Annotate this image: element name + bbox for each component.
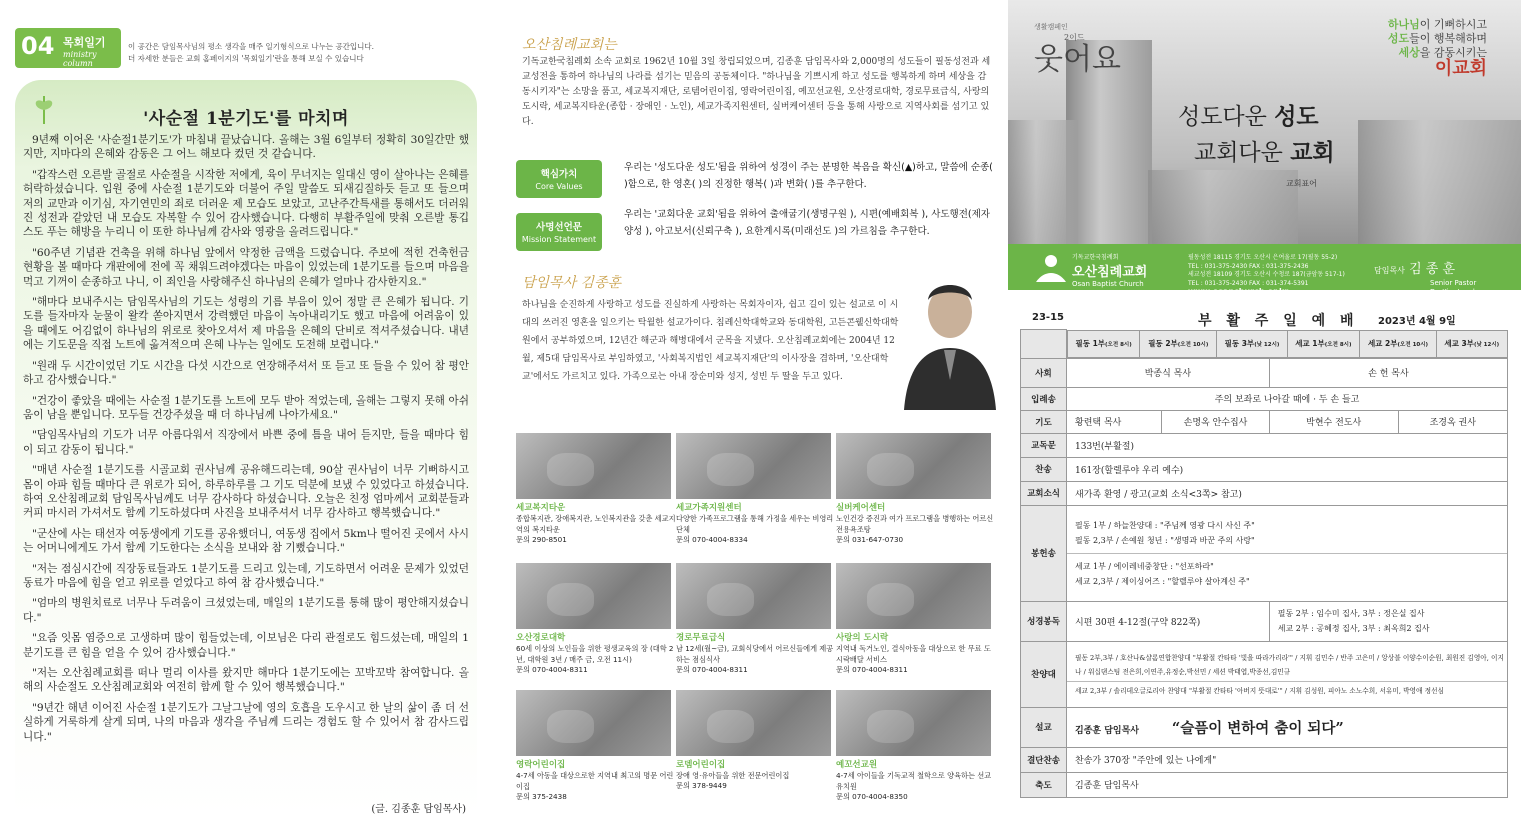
offertory-line: 세교 2,3부 / 제이싱어즈 : "할렐루야 살아계신 주"	[1075, 576, 1250, 586]
core-values-text: 우리는 '성도다운 성도'됨을 위하여 성경이 주는 분명한 복음을 확신(▲)하고, 말씀에 순종( )함으로, 한 영혼( )의 진정한 행복( )과 변화( )를 추구한다.	[624, 162, 993, 190]
table-row	[1021, 747, 1508, 772]
service-time-header	[1359, 330, 1436, 357]
facility-desc: 종합복지관, 장애복지관, 노인복지관을 갖춘 세교지역의 복지타운	[516, 514, 676, 534]
facility-desc: 지역내 독거노인, 결식아동을 대상으로 한 무료 도시락배달 서비스	[836, 644, 991, 664]
table-cell	[1269, 601, 1507, 641]
pastor-label: 담임목사	[1374, 266, 1405, 275]
church-website-link[interactable]: www.osanchurch.or.kr	[1188, 287, 1289, 296]
address-line: TEL : 031-375-2430 FAX : 031-375-2436	[1188, 262, 1309, 270]
service-time: (낮 12시)	[1473, 342, 1500, 348]
slogan-emph: 성도	[1274, 104, 1319, 130]
facility-photo	[836, 433, 991, 499]
facility-photo	[676, 690, 831, 756]
facility-desc: 다양한 가족프로그램을 통해 가정을 세우는 비영리단체	[676, 514, 834, 534]
facility-photo	[836, 690, 991, 756]
column-paragraph: "해마다 보내주시는 담임목사님의 기도는 성령의 기름 부음이 있어 정말 큰 은혜가 됩니다. 기도를 들자마자 눈물이 왈칵 쏟아지면서 강력했던 마음이 녹아내리기도 했고 마음에 어려움이 있을 때에도 어김없이 하나님의 위로로 찾아오셔서 제 마음을 은혜의 단비로 적셔주셨습니다. 내년에는 기도문을 직접 노트에 옮겨적으며 은혜 나누는 일에도 도전해 보렵니다."	[23, 296, 469, 352]
church-logo-icon	[1034, 252, 1068, 284]
table-row	[1021, 387, 1508, 410]
service-name: 필동 3부	[1224, 339, 1255, 348]
column-note	[128, 41, 374, 65]
facility-desc: 장애 영·유아들을 위한 전문어린이집	[676, 771, 790, 780]
facility-name: 로뎀어린이집	[676, 760, 726, 770]
table-cell: 손 헌 목사	[1269, 358, 1507, 387]
service-time: (오전 10시)	[1177, 342, 1209, 348]
intro-text: 기독교한국침례회 소속 교회로 1962년 10월 3일 창립되었으며, 김종훈 담임목사와 2,000명의 성도들이 필동성전과 세교성전을 통하여 하나님의 나라를 섬기는 믿음의 공동체이다. "하나님을 기쁘시게 하고 성도를 행복하게 하며 세상을 감동시키자"는 소망을 품고, 세교복지재단, 로템어린이집, 영락어린이집, 예꼬선교원, 오산경로대학, 경로무료급식, 사랑의도시락, 세교복지타운(종합 · 장애인 · 노인), 세교가족지원센터, 실버케어센터 등을 통해 사랑으로 지역사회를 섬기고 있다.	[522, 57, 991, 127]
column-title-heading: '사순절 1분기도'를 마치며	[143, 109, 349, 129]
address-line: 세교성전 18109 경기도 오산시 수청로 187(금암동 517-1)	[1188, 271, 1345, 278]
core-values-sub: Core Values	[535, 182, 583, 191]
service-title: 부 활 주 일 예 배	[1198, 313, 1359, 329]
service-time: (오전 8시)	[1324, 342, 1352, 348]
campaign-script: 2이드	[1064, 33, 1085, 42]
service-times	[1067, 330, 1508, 359]
column-title: 목회일기	[63, 36, 106, 49]
facility-tel: 문의 375-2438	[516, 792, 567, 801]
service-name: 필동 1부	[1075, 339, 1106, 348]
campaign-label: 생활캠페인	[1034, 23, 1068, 31]
column-paragraph: "원래 두 시간이었던 기도 시간을 다섯 시간으로 연장해주셔서 또 듣고 또 들을 수 있어 참 평안하고 감사했습니다."	[23, 359, 469, 387]
service-time: (오전 10시)	[1397, 342, 1429, 348]
table-row	[1021, 772, 1508, 797]
building-image	[1008, 120, 1078, 250]
row-label: 사회	[1021, 358, 1067, 387]
facility-desc: 60세 이상의 노인들을 위한 평생교육의 장 (대학 2년, 대학원 3년 / 매주 금, 오전 11시)	[516, 644, 674, 664]
column-paragraph: "요즘 잇몸 염증으로 고생하며 많이 힘들었는데, 이보님은 다리 관절로도 힘드셨는데, 매일의 1분기도를 큰 힘을 얻을 수 있어 감사했습니다."	[23, 632, 469, 659]
table-row	[1021, 601, 1508, 641]
mission-text: 우리는 '교회다운 교회'됨을 위하여 출애굽기(생명구원 ), 시편(예배회복 ), 사도행전(제자양성 ), 아고보서(신뢰구축 ), 요한계시록(미래선도 )의 가르침을 추구한다.	[624, 209, 990, 237]
address-line: 필동성전 18115 경기도 오산시 은여울로 17(필동 55-2)	[1188, 254, 1338, 261]
slogan-emph: 교회	[1290, 140, 1335, 166]
table-cell: 박종식 목사	[1067, 358, 1270, 387]
column-body	[23, 133, 469, 750]
pastor-photo	[900, 270, 998, 410]
column-paragraph: "담임목사님의 기도가 너무 아름다워서 직장에서 바쁜 중에 틈을 내어 듣지만, 들을 때마다 힘이 되고 감동이 됩니다."	[23, 429, 469, 456]
column-paragraph: "저는 오산침례교회를 떠나 멀리 이사를 왔지만 해마다 1분기도에는 꼬박꼬박 참여합니다. 올해의 사순절도 오산침례교회와 여전히 함께 할 수 있어 행복했습니다."	[23, 667, 469, 694]
column-paragraph: 9년째 이어온 '사순절1분기도'가 마침내 끝났습니다. 올해는 3월 6일부터 정확히 30일간만 했지만, 지마다의 은혜와 감동은 그 어느 해보다 컸던 것 같습니다.	[23, 134, 469, 161]
issue-number: 23-15	[1032, 312, 1064, 323]
building-image	[1358, 120, 1521, 250]
facility-item	[836, 758, 996, 802]
facility-item	[516, 631, 676, 675]
table-row	[1021, 707, 1508, 747]
service-name: 세교 3부	[1444, 339, 1474, 348]
reader-line: 필동 2부 : 임수미 집사, 3부 : 정은실 집사	[1277, 609, 1425, 618]
column-note-line: 이 공간은 담임목사님의 평소 생각을 매주 일기형식으로 나누는 공간입니다.	[128, 42, 375, 51]
service-times-table	[1067, 330, 1508, 358]
motto-logo: 이교회	[1434, 58, 1487, 79]
choir-line: 필동 2부,3부 / 호산나&샬롬연합찬양대 "부활절 칸타타 '빛을 따라가리라'" / 지휘 김민수 / 반주 고은미 / 앙상블 이양수이순원, 최원진 김영아, 이지나 / 워십댄스팀 전은희,이연주,유정순,박선민 / 세션 박태엽,박종선,김민규	[1075, 653, 1504, 676]
intro-heading: 오산침례교회는	[522, 37, 617, 53]
facility-name: 영락어린이집	[516, 760, 566, 770]
table-row	[1021, 641, 1508, 707]
facility-tel: 문의 070-4004-8334	[676, 535, 748, 544]
facility-name: 세교복지타운	[516, 503, 566, 513]
address-line: TEL : 031-375-2430 FAX : 031-374-5391	[1188, 279, 1309, 287]
table-cell	[1067, 505, 1508, 601]
column-badge	[15, 28, 121, 68]
motto-text: 을 감동시키는	[1419, 46, 1487, 59]
service-time-header	[1217, 330, 1287, 357]
facility-photo	[516, 690, 671, 756]
row-label: 입례송	[1021, 387, 1067, 410]
table-cell: 새가족 환영 / 광고(교회 소식<3쪽> 참고)	[1067, 481, 1508, 505]
table-row	[1021, 481, 1508, 505]
column-paragraph: "저는 점심시간에 직장동료들과도 1분기도를 드리고 있는데, 기도하면서 어려운 문제가 있었던 동료가 마음에 힘을 얻고 위로를 얻었다고 하여 참 감사했습니다."	[23, 562, 469, 589]
column-paragraph: "9년간 해년 이어진 사순절 1분기도가 그날그날에 영의 호흡을 도우시고 한 날의 삶이 좀 더 선실하게 거룩하게 살게 되며, 나의 마음과 생각을 주님께 드리는 경험도 할 수 있어서 참 감사드립니다."	[23, 701, 469, 743]
facility-tel: 문의 031-647-0730	[836, 535, 904, 544]
church-intro-page	[508, 0, 998, 829]
table-cell: 조경옥 권사	[1398, 410, 1507, 433]
core-values-badge	[516, 160, 602, 198]
facility-name: 예꼬선교원	[836, 760, 878, 770]
row-label: 결단찬송	[1021, 747, 1067, 772]
facility-tel: 문의 070-4004-8311	[836, 665, 908, 674]
table-row	[1021, 358, 1508, 387]
facility-photo	[516, 563, 671, 629]
church-name-english: Osan Baptist Church	[1072, 280, 1144, 288]
row-label: 축도	[1021, 772, 1067, 797]
table-cell: 찬송가 370장 "주안에 있는 나에게"	[1067, 747, 1508, 772]
table-cell: 주의 보좌로 나아갈 때에 · 두 손 들고	[1067, 387, 1508, 410]
pastor-heading: 담임목사 김종훈	[522, 275, 622, 291]
bulletin-cover	[1008, 0, 1521, 829]
facility-name: 실버케어센터	[836, 503, 886, 513]
mission-label: 사명선언문	[536, 222, 582, 233]
service-time-header	[1140, 330, 1217, 357]
service-time-header	[1068, 330, 1140, 357]
pastor-name: 김 종 훈	[1409, 262, 1456, 277]
facility-tel: 문의 070-4004-8311	[516, 665, 588, 674]
table-row	[1021, 433, 1508, 457]
facility-photo	[516, 433, 671, 499]
service-name: 필동 2부	[1148, 339, 1178, 348]
table-row	[1021, 330, 1508, 359]
table-cell: 김종훈 담임목사	[1067, 772, 1508, 797]
facility-photo	[836, 563, 991, 629]
row-label: 성경봉독	[1021, 601, 1067, 641]
table-row	[1021, 410, 1508, 433]
facility-item	[516, 758, 676, 802]
choir-line: 세교 2,3부 / 솔리데오글로리아 찬양대 "부활절 칸타타 '아버지 뜻대로'" / 지휘 김성원, 피아노 소노수희, 서유미, 박영애 정선심	[1075, 686, 1444, 695]
table-corner	[1021, 330, 1067, 359]
mission-badge	[516, 213, 602, 251]
table-cell: 손명옥 안수집사	[1162, 410, 1270, 433]
ministry-column-page	[0, 0, 492, 829]
facility-desc: 4-7세 아동을 대상으로한 지역내 최고의 명문 어린이집	[516, 771, 674, 791]
column-paragraph: "군산에 사는 태선자 여동생에게 기도를 공유했더니, 여동생 집에서 5km나 떨어진 곳에서 사시는 어머니에게도 가서 함께 기도한다는 소식을 보내와 참 기뻤습니다."	[23, 527, 469, 555]
pastor-name-english: Dr. Kim,Jonghoon	[1430, 288, 1491, 296]
row-label: 찬양대	[1021, 641, 1067, 707]
core-values-label: 핵심가치	[540, 169, 578, 180]
column-paragraph: "60주년 기념관 건축을 위해 하나님 앞에서 약정한 금액을 드렸습니다. 주보에 적힌 건축헌금 현황을 볼 때마다 개판에에 전에 꼭 채워드려야겠다는 마음이 있었는데 1분기도를 들으며 마음을 먹고 기꺼이 순종하고 나니, 이 죄인을 사랑해주신 하나님의 은혜가 얼마나 감사한지요."	[23, 246, 469, 288]
facility-tel: 문의 290-8501	[516, 535, 567, 544]
facility-name: 경로무료급식	[676, 633, 726, 643]
building-image	[1148, 170, 1298, 250]
motto-text: 들이 행복해하며	[1409, 32, 1487, 45]
facility-tel: 문의 378-9449	[676, 781, 727, 790]
column-signature: (글. 김종훈 담임목사)	[371, 804, 466, 815]
facility-photo	[676, 433, 831, 499]
facility-item	[676, 758, 836, 791]
table-row	[1021, 457, 1508, 481]
service-time: (낮 12시)	[1254, 342, 1280, 348]
slogan-line-1	[1178, 98, 1319, 131]
slogan-word: 교회다운	[1194, 140, 1283, 166]
service-name: 세교 1부	[1295, 339, 1325, 348]
table-cell: 황련택 목사	[1067, 410, 1162, 433]
sermon-title: “슬픔이 변하여 춤이 되다”	[1171, 719, 1344, 737]
pastor-bio: 하나님을 순진하게 사랑하고 성도를 진실하게 사랑하는 목회자이자, 쉽고 길이 있는 설교로 이 시대의 쓰러진 영혼을 일으키는 탁월한 설교가이다. 침례신학대학교와 동대학원, 고든콘웰신학대학원에서 공부하였으며, 12년간 해군과 해병대에서 군목을 지냈다. 오산침례교회에는 2004년 12월, 제5대 담임목사로 부임하였고, '사회복지법인 세교복지재단'의 이사장을 겸하며, '오산대학교'에서도 가르치고 있다. 가족으로는 아내 장순미와 성지, 성빈 두 딸을 두고 있다.	[522, 300, 899, 382]
table-cell: 161장(할렐루야 우리 예수)	[1067, 457, 1508, 481]
row-label: 설교	[1021, 707, 1067, 747]
facility-item	[836, 631, 996, 675]
table-cell	[1067, 641, 1508, 707]
column-number: 04	[21, 32, 55, 60]
table-row	[1021, 505, 1508, 601]
slogan-caption: 교회표어	[1286, 179, 1317, 188]
church-address	[1188, 254, 1345, 297]
motto-text: 이 기뻐하시고	[1419, 18, 1487, 31]
church-denomination: 기독교한국침례회	[1072, 254, 1119, 261]
facility-desc: 4-7세 아이들을 기독교적 철학으로 양육하는 선교유치원	[836, 771, 992, 791]
column-paragraph: "건강이 좋았을 때에는 사순절 1분기도를 노트에 모두 받아 적었는데, 올해는 그렇지 못해 아쉬움이 남을 뿐입니다. 모두들 건강주셨을 때 더 하나님께 나아가세요."	[23, 394, 469, 421]
table-cell: 박현수 전도사	[1269, 410, 1398, 433]
column-note-line: 더 자세한 분들은 교회 홈페이지의 '목회일기'란을 통해 보실 수 있습니다	[128, 54, 364, 63]
facility-item	[516, 501, 676, 545]
slogan-line-2	[1194, 134, 1335, 167]
row-label: 기도	[1021, 410, 1067, 433]
church-motto	[1387, 18, 1487, 79]
column-paragraph: "갑작스런 오른발 골절로 사순절을 시작한 저에게, 육이 무너지는 일대신 영이 살아나는 은혜를 허락하셨습니다. 입원 중에 사순절 1분기도와 더불어 주일 말씀도 되새김질하듯 듣고 또 들으며 저의 교만과 이기심, 자기연민의 죄로 더러운 제 모습도 보았고, 고난주간특새를 통해서도 더러워진 성전과 같았던 내 모습도 자복할 수 있어 감사했습니다. 다행히 부활주일에 맞춰 오른발 통깁스도 푸는 해방을 누리니 이 또한 하나님께 감사와 영광을 올려드립니다."	[23, 168, 469, 239]
row-label: 찬송	[1021, 457, 1067, 481]
column-paragraph: "매년 사순절 1분기도를 시골교회 권사님께 공유해드리는데, 90살 권사님이 너무 기뻐하시고 몸이 아파 힘들 때마다 큰 위로가 되어, 하루하루를 그 기도 덕분에 보냈 수 있었다고 하셨습니다. 하여 오산침례교회 담임목사님께도 너무 감사하다 하셨습니다. 오늘은 친정 엄마께서 교회분들과 커피 마시러 가셔서도 함께 기도하셨다며 사진을 보내주셔서 너무 감사하고 행복했습니다."	[23, 464, 469, 520]
reader-line: 세교 2부 : 공혜정 집사, 3부 : 최옥희2 집사	[1277, 624, 1430, 633]
service-time-header	[1437, 330, 1507, 357]
service-time: (오전 8시)	[1105, 342, 1132, 348]
offertory-line: 세교 1부 / 에이레네중창단 : "선포하라"	[1075, 561, 1214, 571]
table-cell: 시편 30편 4-12절(구약 822쪽)	[1067, 601, 1270, 641]
motto-word: 세상	[1398, 46, 1420, 59]
service-time-header	[1287, 330, 1359, 357]
facility-photo	[676, 563, 831, 629]
facility-item	[676, 631, 836, 675]
facility-name: 오산경로대학	[516, 633, 566, 643]
sermon-preacher: 김종훈 담임목사	[1075, 725, 1139, 736]
senior-pastor-block	[1374, 258, 1491, 296]
offertory-line: 필동 1부 / 하늘찬양대 : "주님께 영광 다시 사신 주"	[1075, 520, 1255, 530]
pastor-title-english: Senior Pastor	[1430, 279, 1477, 287]
column-paragraph: "엄마의 병원치료로 너무나 두려움이 크셨었는데, 매일의 1분기도를 통해 많이 평안해지셨습니다."	[23, 597, 469, 624]
motto-word: 성도	[1387, 32, 1410, 45]
slogan-word: 성도다운	[1178, 104, 1267, 130]
table-cell	[1067, 707, 1508, 747]
offertory-line: 필동 2,3부 / 손예원 청년 : "생명과 바꾼 주의 사랑"	[1075, 535, 1255, 545]
facility-name: 세교가족지원센터	[676, 503, 742, 513]
row-label: 봉헌송	[1021, 505, 1067, 601]
worship-order-table	[1020, 329, 1508, 798]
facility-name: 사랑의 도시락	[836, 633, 889, 643]
facility-tel: 문의 070-4004-8311	[676, 665, 748, 674]
church-name-block	[1072, 252, 1147, 288]
church-name: 오산침례교회	[1072, 265, 1148, 280]
row-label: 교독문	[1021, 433, 1067, 457]
facility-item	[676, 501, 836, 545]
motto-word: 하나님	[1387, 18, 1420, 31]
column-subtitle: ministry column	[63, 50, 97, 68]
facility-desc: 남 12세(월~금), 교회식당에서 어르신들에게 제공하는 점심식사	[676, 644, 834, 664]
mission-sub: Mission Statement	[521, 235, 597, 244]
table-cell: 133번(부활절)	[1067, 433, 1508, 457]
row-label: 교회소식	[1021, 481, 1067, 505]
facility-item	[836, 501, 996, 545]
service-date: 2023년 4월 9일	[1378, 316, 1456, 327]
facility-desc: 노인건강 증진과 여가 프로그램을 병행하는 어르신 전용욕조탕	[836, 514, 994, 534]
facility-tel: 문의 070-4004-8350	[836, 792, 908, 801]
service-name: 세교 2부	[1367, 339, 1398, 348]
campaign-title: 웃어요	[1034, 42, 1121, 77]
